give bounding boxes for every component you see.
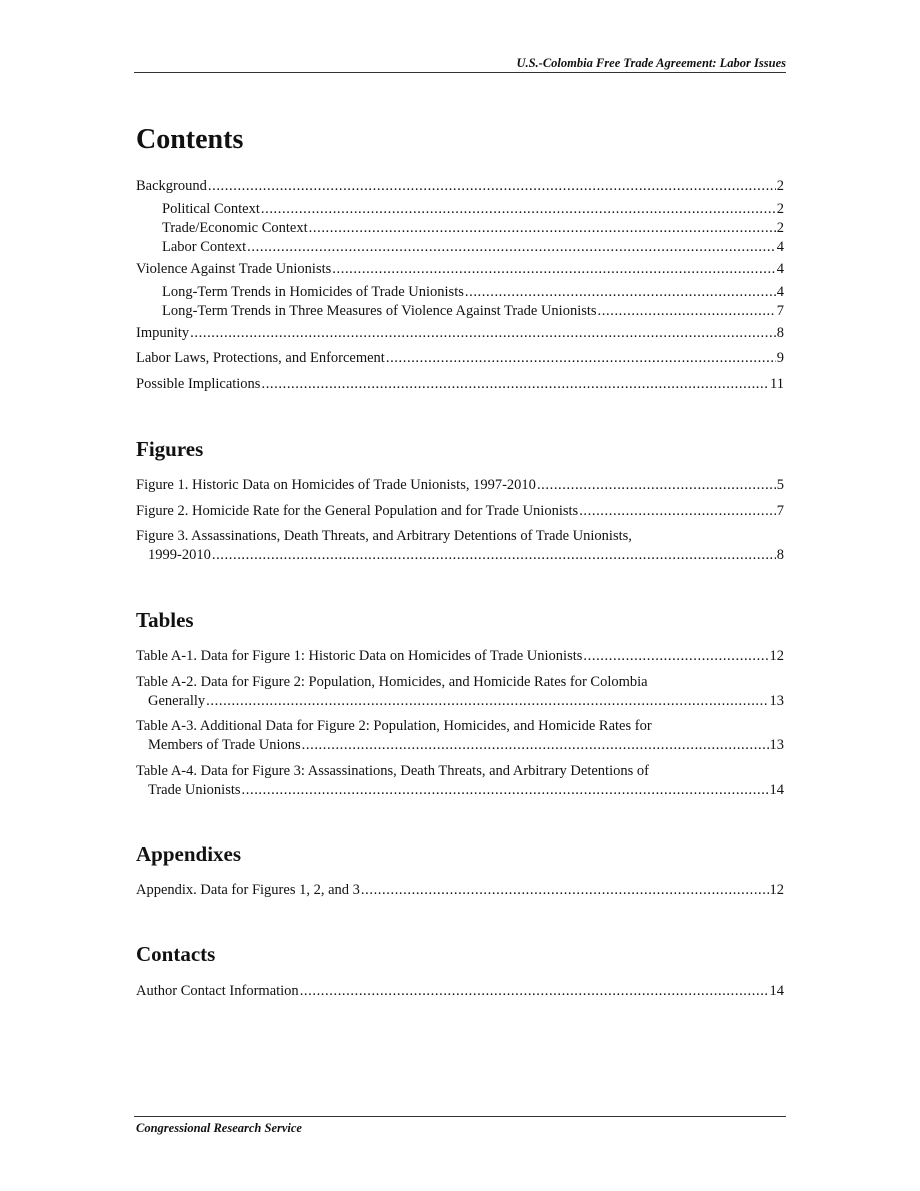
tables-entry-a3[interactable]: Table A-3. Additional Data for Figure 2: Population, Homicides, and Homicide Rates for Members of Trade Unions ..... 13	[136, 717, 784, 755]
contents-heading: Contents	[136, 124, 244, 155]
contents-entry-background[interactable]: Background ..... 2	[136, 177, 784, 196]
footer-rule	[134, 1116, 786, 1117]
appendixes-entry[interactable]: Appendix. Data for Figures 1, 2, and 3 ..... 12	[136, 881, 784, 900]
header-rule	[134, 72, 786, 73]
tables-entry-a1[interactable]: Table A-1. Data for Figure 1: Historic Data on Homicides of Trade Unionists ..... 12	[136, 647, 784, 666]
figures-entry-3[interactable]: Figure 3. Assassinations, Death Threats, and Arbitrary Detentions of Trade Unionists, 1999-2010 ..... 8	[136, 527, 784, 565]
contents-entry-long-term-three-measures[interactable]: Long-Term Trends in Three Measures of Violence Against Trade Unionists ..... 7	[136, 302, 784, 321]
contents-entry-labor-laws[interactable]: Labor Laws, Protections, and Enforcement ..... 9	[136, 349, 784, 368]
figures-entry-1[interactable]: Figure 1. Historic Data on Homicides of Trade Unionists, 1997-2010 ..... 5	[136, 476, 784, 495]
tables-entry-a2[interactable]: Table A-2. Data for Figure 2: Population, Homicides, and Homicide Rates for Colombia Generally ..... 13	[136, 673, 784, 711]
figures-heading: Figures	[136, 437, 204, 461]
tables-heading: Tables	[136, 608, 194, 632]
figures-entry-2[interactable]: Figure 2. Homicide Rate for the General Population and for Trade Unionists ..... 7	[136, 502, 784, 521]
contacts-heading: Contacts	[136, 942, 216, 966]
appendixes-heading: Appendixes	[136, 842, 242, 866]
running-header: U.S.-Colombia Free Trade Agreement: Labor Issues	[516, 56, 786, 70]
contents-entry-violence[interactable]: Violence Against Trade Unionists ..... 4	[136, 260, 784, 279]
contents-entry-labor-context[interactable]: Labor Context ..... 4	[136, 238, 784, 257]
running-footer: Congressional Research Service	[136, 1121, 302, 1135]
contents-entry-long-term-homicides[interactable]: Long-Term Trends in Homicides of Trade Unionists ..... 4	[136, 283, 784, 302]
contents-entry-political-context[interactable]: Political Context ..... 2	[136, 200, 784, 219]
contents-entry-trade-economic-context[interactable]: Trade/Economic Context ..... 2	[136, 219, 784, 238]
contents-entry-impunity[interactable]: Impunity ..... 8	[136, 324, 784, 343]
contacts-entry[interactable]: Author Contact Information ..... 14	[136, 982, 784, 1001]
tables-entry-a4[interactable]: Table A-4. Data for Figure 3: Assassinations, Death Threats, and Arbitrary Detentions of Trade Unionists ..... 14	[136, 762, 784, 800]
contents-entry-possible-implications[interactable]: Possible Implications ..... 11	[136, 375, 784, 394]
